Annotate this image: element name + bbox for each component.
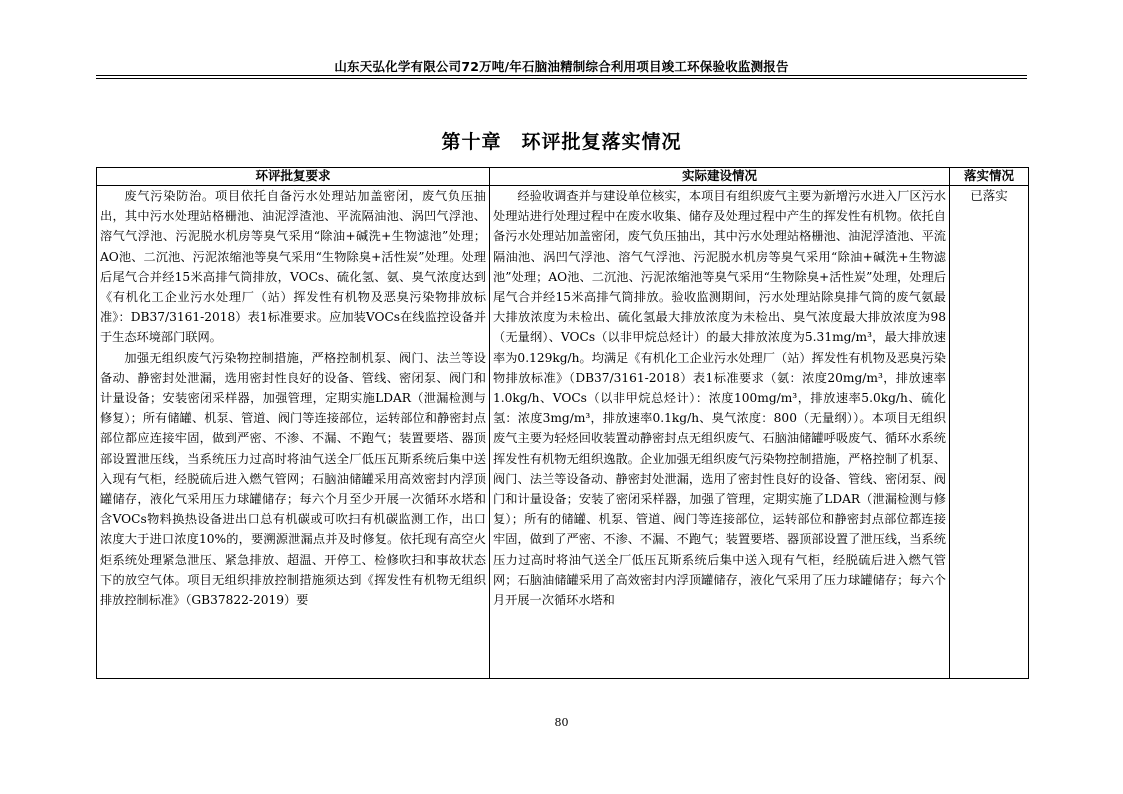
column-header-actual: 实际建设情况 [490,168,950,186]
header-rule-thin [96,78,1027,79]
approval-implementation-table [96,167,1029,679]
report-header-title: 山东天弘化学有限公司72万吨/年石脑油精制综合利用项目竣工环保验收监测报告 [334,59,789,74]
requirement-paragraph: 废气污染防治。项目依托自备污水处理站加盖密闭，废气负压抽出，其中污水处理站格栅池、油泥浮渣池、平流隔油池、涡凹气浮池、溶气气浮池、污泥脱水机房等臭气采用“除油+碱洗+生物滤池”处理；AO池、二沉池、污泥浓缩池等臭气采用“生物除臭+活性炭”处理。处理后尾气合并经15米高排气筒排放，VOCs、硫化氢、氨、臭气浓度达到《有机化工企业污水处理厂（站）挥发性有机物及恶臭污染物排放标准》：DB37/3161-2018）表1标准要求。应加装VOCs在线监控设备并于生态环境部门联网。 [100,189,486,345]
status-cell: 已落实 [950,186,1029,679]
requirement-paragraph: 加强无组织废气污染物控制措施，严格控制机泵、阀门、法兰等设备动、静密封处泄漏，选用密封性良好的设备、管线、密闭泵、阀门和计量设备；安装密闭采样器，加强管理，定期实施LDAR（泄漏检测与修复）；所有储罐、机泵、管道、阀门等连接部位，运转部位和静密封点部位都应连接牢固，做到严密、不渗、不漏、不跑气；装置要塔、器顶部设置泄压线，当系统压力过高时将油气送全厂低压瓦斯系统后集中送入现有气柜，经脱硫后进入燃气管网；石脑油储罐采用高效密封内浮顶罐储存，液化气采用压力球罐储存；每六个月至少开展一次循环水塔和含VOCs物料换热设备进出口总有机碳或可吹扫有机碳监测工作，出口浓度大于进口浓度10%的，要溯源泄漏点并及时修复。依托现有高空火炬系统处理紧急泄压、紧急排放、超温、开停工、检修吹扫和事故状态下的放空气体。项目无组织排放控制措施须达到《挥发性有机物无组织排放控制标准》（GB37822-2019）要 [100,350,486,608]
column-header-requirement: 环评批复要求 [97,168,490,186]
page-number: 80 [554,716,569,729]
actual-paragraph: 经验收调查并与建设单位核实，本项目有组织废气主要为新增污水进入厂区污水处理站进行处理过程中在废水收集、储存及处理过程中产生的挥发性有机物。依托自备污水处理站加盖密闭，废气负压抽出，其中污水处理站格栅池、油泥浮渣池、平流隔油池、涡凹气浮池、溶气气浮池、污泥脱水机房等臭气采用“除油+碱洗+生物滤池”处理；AO池、二沉池、污泥浓缩池等臭气采用“生物除臭+活性炭”处理，处理后尾气合并经15米高排气筒排放。验收监测期间，污水处理站除臭排气筒的废气氨最大排放浓度为未检出、硫化氢最大排放浓度为未检出、臭气浓度最大排放浓度为98（无量纲）、VOCs（以非甲烷总烃计）的最大排放浓度为5.31mg/m³，最大排放速率为0.129kg/h。均满足《有机化工企业污水处理厂（站）挥发性有机物及恶臭污染物排放标准》（DB37/3161-2018）表1标准要求（氨：浓度20mg/m³，排放速率1.0kg/h、VOCs（以非甲烷总烃计）：浓度100mg/m³，排放速率5.0kg/h、硫化氢：浓度3mg/m³，排放速率0.1kg/h、臭气浓度：800（无量纲））。本项目无组织废气主要为轻烃回收装置动静密封点无组织废气、石脑油储罐呼吸废气、循环水系统挥发性有机物无组织逸散。企业加强无组织废气污染物控制措施，严格控制了机泵、阀门、法兰等设备动、静密封处泄漏，选用了密封性良好的设备、管线、密闭泵、阀门和计量设备；安装了密闭采样器，加强了管理，定期实施了LDAR（泄漏检测与修复）；所有的储罐、机泵、管道、阀门等连接部位，运转部位和静密封点部位都连接牢固，做到了严密、不渗、不漏、不跑气；装置要塔、器顶部设置了泄压线，当系统压力过高时将油气送全厂低压瓦斯系统后集中送入现有气柜，经脱硫后进入燃气管网；石脑油储罐采用了高效密封内浮顶罐储存，液化气采用了压力球罐储存；每六个月开展一次循环水塔和 [493,189,946,608]
table-row [97,186,1029,679]
requirement-cell [97,186,490,679]
table-header-row [97,168,1029,186]
chapter-title: 第十章 环评批复落实情况 [441,131,682,153]
actual-cell [490,186,950,679]
column-header-status: 落实情况 [950,168,1029,186]
header-rule [96,75,1027,76]
